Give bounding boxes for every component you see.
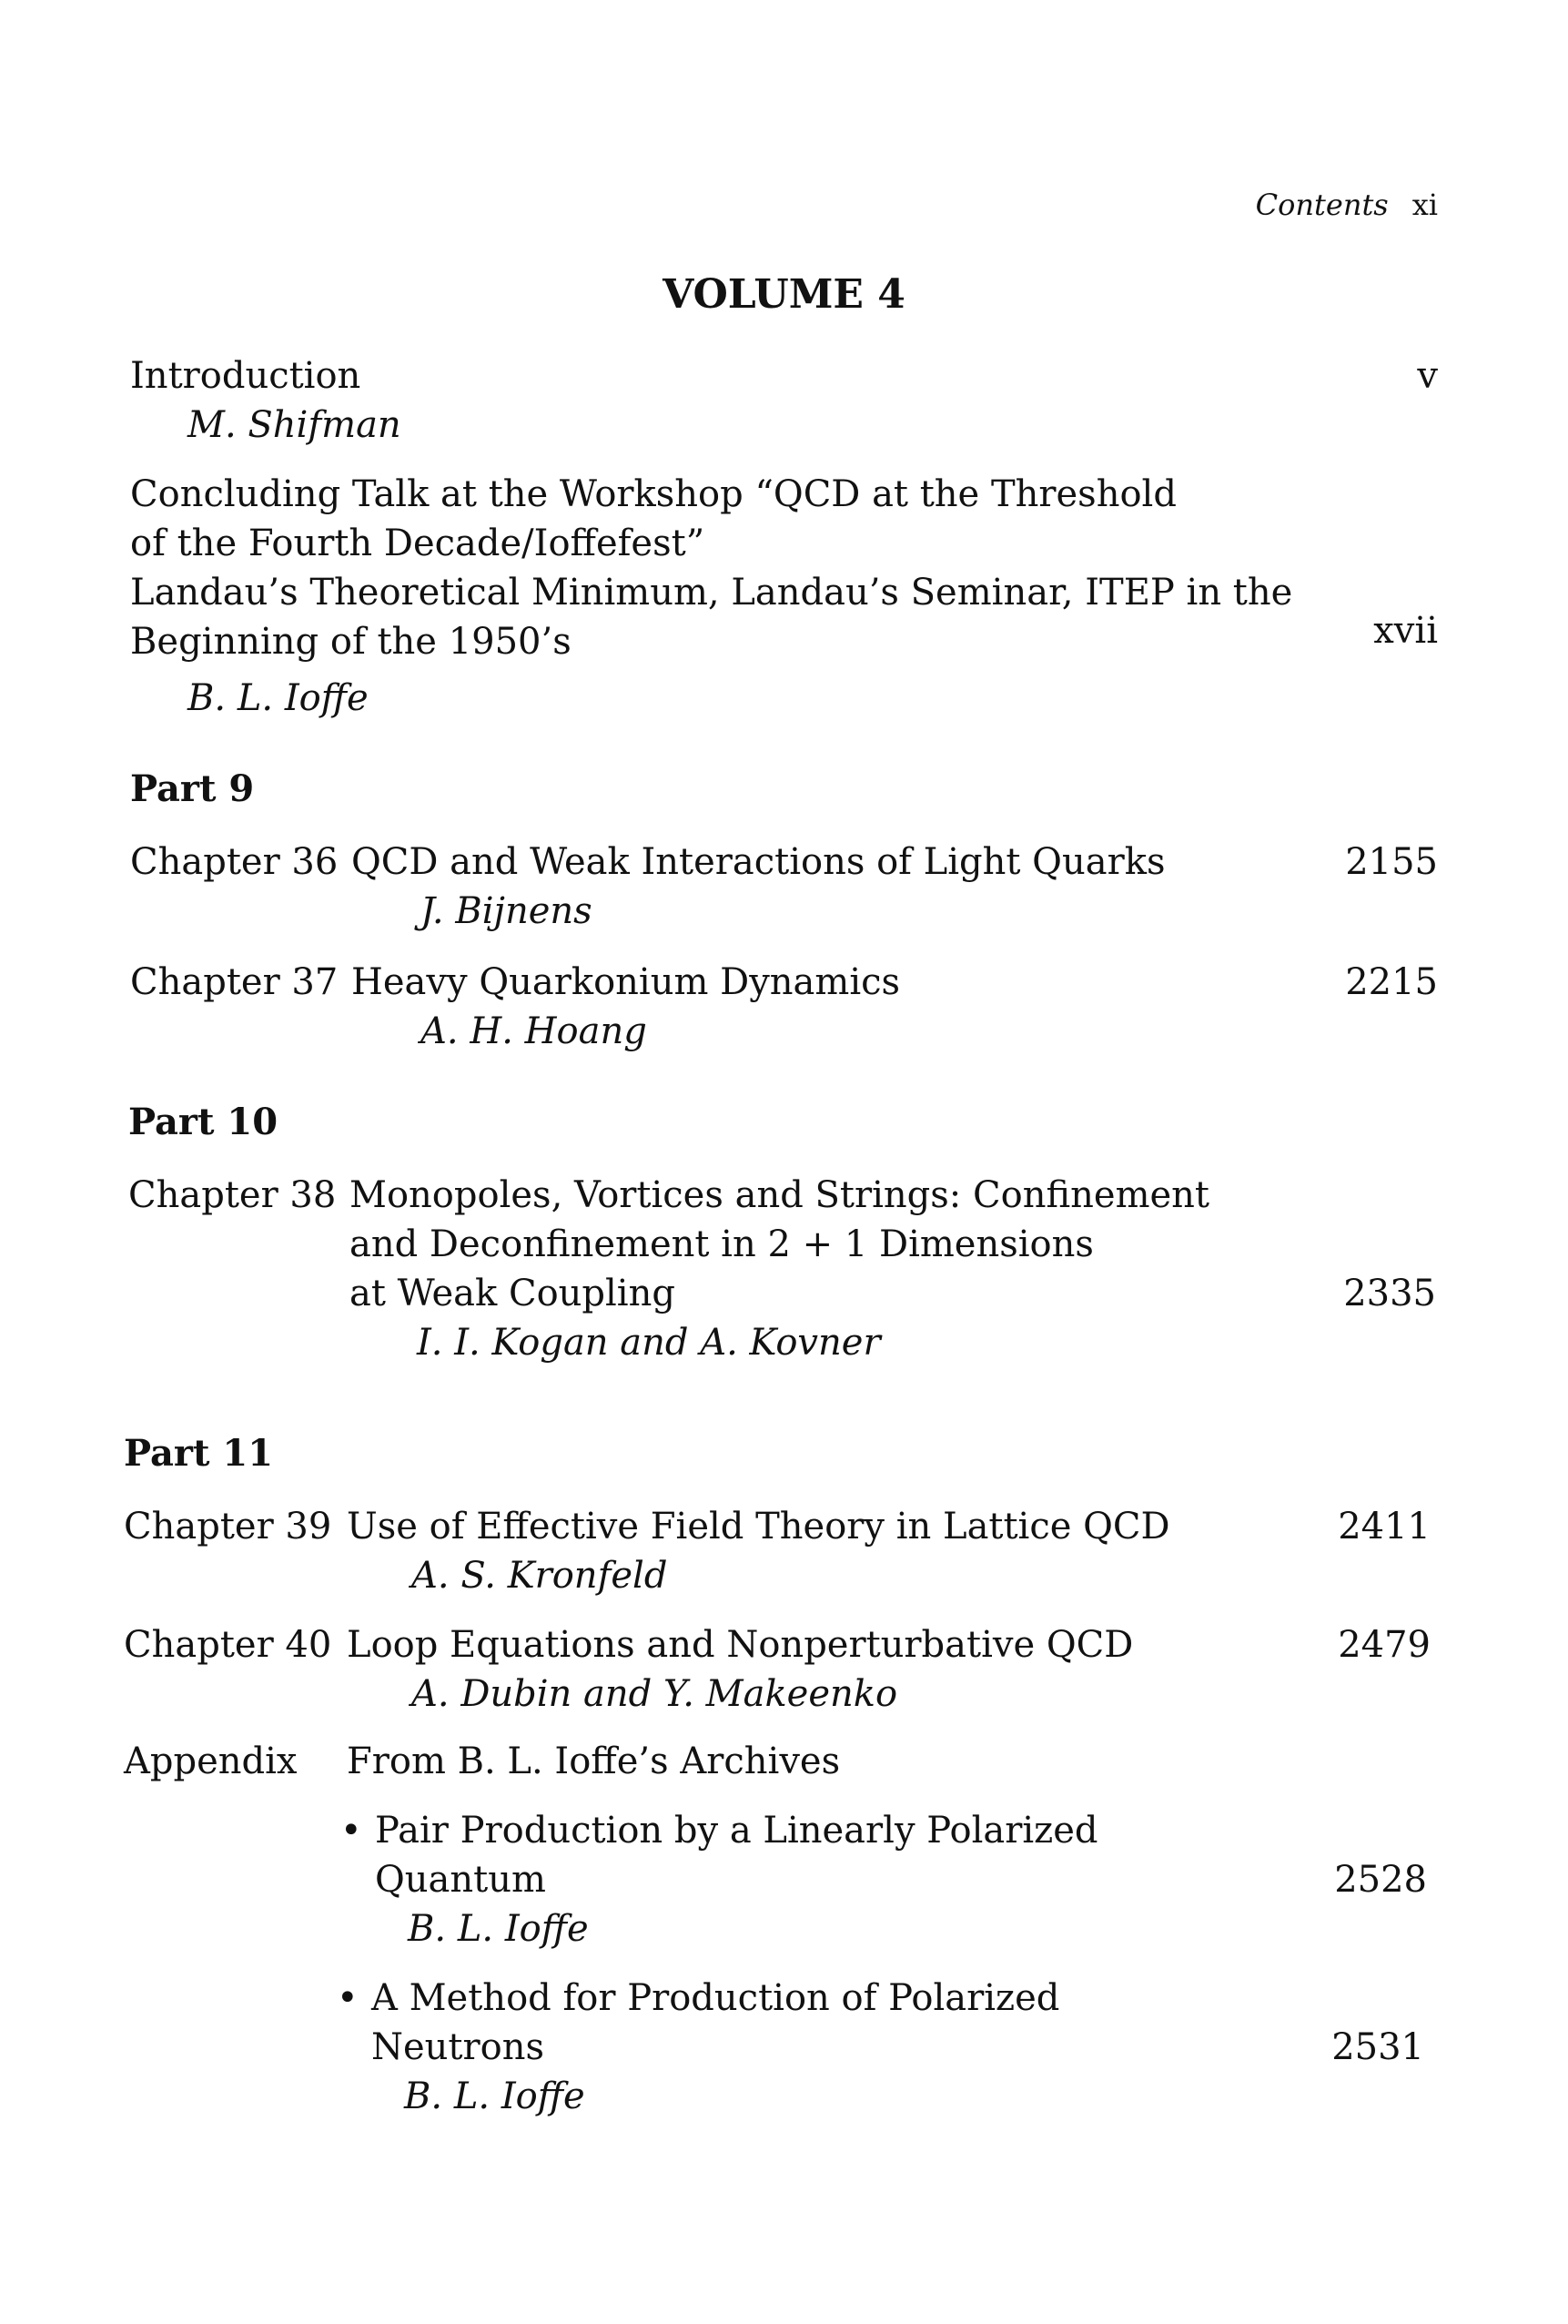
volume-title: VOLUME 4 <box>663 271 905 318</box>
concluding-title-line-3: Landau’s Theoretical Minimum, Landau’s Seminar, ITEP in the <box>130 572 1293 614</box>
chapter-page: 2335 <box>1343 1273 1436 1314</box>
part-heading: Part 11 <box>124 1432 274 1475</box>
appendix-label: Appendix <box>124 1740 298 1782</box>
concluding-title-line-2: of the Fourth Decade/Ioffefest” <box>130 523 705 564</box>
chapter-title: QCD and Weak Interactions of Light Quarks <box>351 841 1166 883</box>
appendix-title: From B. L. Ioffe’s Archives <box>347 1740 841 1782</box>
intro-title: Introduction <box>130 355 361 397</box>
appendix-item-title: A Method for Production of Polarized <box>371 1977 1060 2019</box>
chapter-title: Use of Effective Field Theory in Lattice QCD <box>347 1506 1170 1548</box>
concluding-page: xvii <box>1373 610 1438 652</box>
chapter-label: Chapter 39 <box>124 1506 332 1548</box>
chapter-page: 2411 <box>1338 1506 1431 1548</box>
concluding-author: B. L. Ioffe <box>187 677 369 719</box>
chapter-page: 2215 <box>1345 961 1438 1003</box>
chapter-page: 2155 <box>1345 841 1438 883</box>
chapter-author: I. I. Kogan and A. Kovner <box>417 1322 881 1364</box>
appendix-item-page: 2531 <box>1331 2026 1424 2068</box>
header-section: Contents <box>1255 188 1389 222</box>
chapter-label: Chapter 38 <box>128 1174 337 1216</box>
chapter-label: Chapter 36 <box>130 841 339 883</box>
chapter-title: Monopoles, Vortices and Strings: Confinement <box>349 1174 1209 1216</box>
header-page-number: xi <box>1411 188 1438 222</box>
appendix-item-title: Quantum <box>375 1859 546 1901</box>
chapter-label: Chapter 40 <box>124 1624 332 1666</box>
chapter-author: A. H. Hoang <box>420 1010 647 1052</box>
appendix-item-author: B. L. Ioffe <box>408 1908 589 1950</box>
chapter-title: and Deconfinement in 2 + 1 Dimensions <box>349 1223 1094 1265</box>
chapter-page: 2479 <box>1338 1624 1431 1666</box>
appendix-item-page: 2528 <box>1334 1859 1427 1901</box>
concluding-title-line-4: Beginning of the 1950’s <box>130 621 572 663</box>
chapter-title: Heavy Quarkonium Dynamics <box>351 961 901 1003</box>
chapter-author: J. Bijnens <box>420 890 592 932</box>
appendix-item-author: B. L. Ioffe <box>404 2075 585 2117</box>
chapter-label: Chapter 37 <box>130 961 339 1003</box>
concluding-title-line-1: Concluding Talk at the Workshop “QCD at the Threshold <box>130 473 1177 515</box>
chapter-author: A. Dubin and Y. Makeenko <box>411 1673 898 1715</box>
part-heading: Part 10 <box>128 1101 278 1143</box>
running-header <box>1256 188 1438 222</box>
chapter-title: at Weak Coupling <box>349 1273 675 1314</box>
appendix-item-title: Neutrons <box>371 2026 544 2068</box>
chapter-title: Loop Equations and Nonperturbative QCD <box>347 1624 1134 1666</box>
part-heading: Part 9 <box>130 767 255 810</box>
appendix-item-title: Pair Production by a Linearly Polarized <box>375 1810 1098 1852</box>
bullet-icon: • <box>337 1977 359 2019</box>
bullet-icon: • <box>340 1810 362 1852</box>
chapter-author: A. S. Kronfeld <box>411 1555 668 1597</box>
intro-author: M. Shifman <box>187 404 401 446</box>
intro-page: v <box>1417 355 1438 397</box>
